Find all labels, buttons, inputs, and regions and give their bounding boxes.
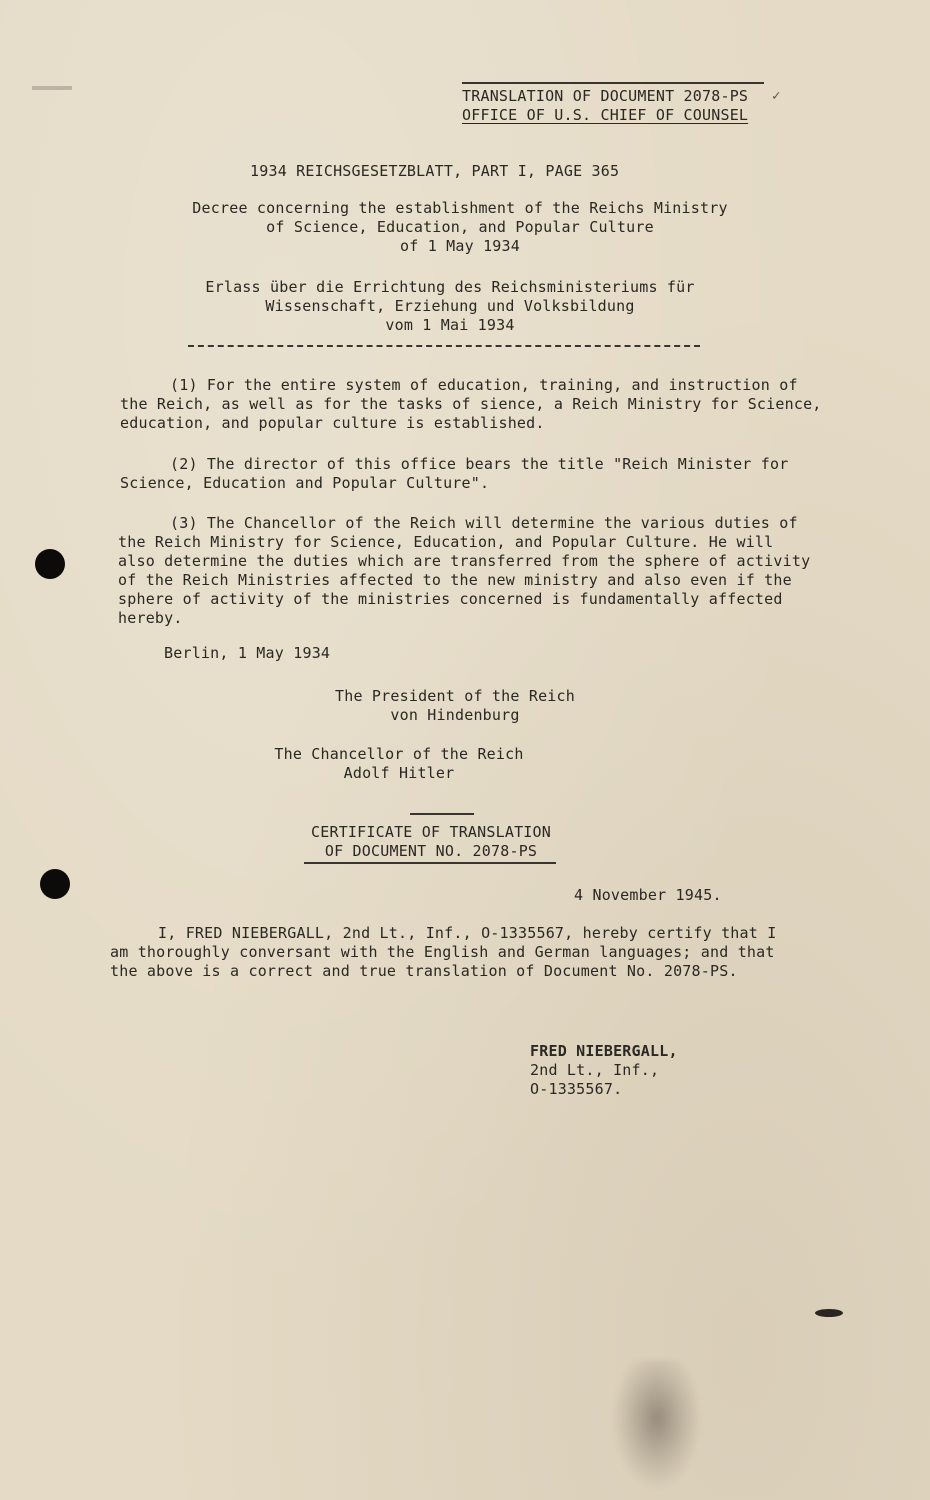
english-title <box>150 199 770 256</box>
punch-hole-upper <box>35 549 65 579</box>
certificate-title-line-1: CERTIFICATE OF TRANSLATION <box>311 823 551 841</box>
paragraph-1-line-1: (1) For the entire system of education, training, and instruction of <box>170 376 798 394</box>
paragraph-3-line-2: the Reich Ministry for Science, Education, and Popular Culture. He will <box>118 533 774 551</box>
president-title: The President of the Reich <box>335 687 575 705</box>
punch-hole-lower <box>40 869 70 899</box>
translator-serial: O-1335567. <box>530 1080 623 1098</box>
certificate-body <box>110 924 776 981</box>
paragraph-3-line-1: (3) The Chancellor of the Reich will determine the various duties of <box>170 514 798 532</box>
paragraph-1-line-2: the Reich, as well as for the tasks of sience, a Reich Ministry for Science, <box>120 395 822 413</box>
translator-rank: 2nd Lt., Inf., <box>530 1061 660 1079</box>
english-title-line-1: Decree concerning the establishment of the Reichs Ministry <box>192 199 728 217</box>
citation: 1934 REICHSGESETZBLATT, PART I, PAGE 365 <box>250 162 620 180</box>
paragraph-2-line-1: (2) The director of this office bears the title "Reich Minister for <box>170 455 789 473</box>
header-line-1: TRANSLATION OF DOCUMENT 2078-PS <box>462 87 749 105</box>
chancellor-name: Adolf Hitler <box>343 764 455 782</box>
paragraph-2-line-2: Science, Education and Popular Culture". <box>120 474 490 492</box>
place-date: Berlin, 1 May 1934 <box>164 644 331 662</box>
chancellor-signatory <box>244 745 554 783</box>
president-name: von Hindenburg <box>390 706 520 724</box>
ink-speck <box>815 1309 843 1317</box>
dashed-separator <box>188 345 700 347</box>
english-title-line-3: of 1 May 1934 <box>400 237 520 255</box>
short-separator <box>410 813 474 815</box>
paragraph-3-line-5: sphere of activity of the ministries concerned is fundamentally affected <box>118 590 783 608</box>
translation-header <box>462 82 764 125</box>
certificate-date: 4 November 1945. <box>574 886 722 904</box>
chancellor-title: The Chancellor of the Reich <box>274 745 524 763</box>
translator-name: FRED NIEBERGALL, <box>530 1042 678 1060</box>
paragraph-2 <box>120 455 788 493</box>
paragraph-1 <box>120 376 822 433</box>
stain-smudge <box>612 1360 702 1490</box>
paragraph-3-line-6: hereby. <box>118 609 183 627</box>
certificate-underline <box>304 862 556 864</box>
german-title-line-3: vom 1 Mai 1934 <box>385 316 515 334</box>
german-title <box>150 278 750 335</box>
certificate-body-line-3: the above is a correct and true translation of Document No. 2078-PS. <box>110 962 738 980</box>
president-signatory <box>300 687 610 725</box>
paragraph-3 <box>118 514 810 628</box>
check-mark-icon: ✓ <box>772 88 781 104</box>
german-title-line-2: Wissenschaft, Erziehung und Volksbildung <box>265 297 635 315</box>
paragraph-3-line-4: of the Reich Ministries affected to the new ministry and also even if the <box>118 571 792 589</box>
certificate-title-line-2: OF DOCUMENT NO. 2078-PS <box>324 842 538 860</box>
german-title-line-1: Erlass über die Errichtung des Reichsministeriums für <box>205 278 695 296</box>
certificate-body-line-2: am thoroughly conversant with the English and German languages; and that <box>110 943 775 961</box>
certificate-title <box>300 823 562 861</box>
english-title-line-2: of Science, Education, and Popular Culture <box>266 218 654 236</box>
header-line-2: OFFICE OF U.S. CHIEF OF COUNSEL <box>462 106 749 124</box>
certificate-body-line-1: I, FRED NIEBERGALL, 2nd Lt., Inf., O-1335567, hereby certify that I <box>158 924 777 942</box>
paragraph-1-line-3: education, and popular culture is established. <box>120 414 545 432</box>
translator-signature-block <box>530 1042 678 1099</box>
paragraph-3-line-3: also determine the duties which are transferred from the sphere of activity <box>118 552 811 570</box>
margin-smudge <box>32 86 72 90</box>
